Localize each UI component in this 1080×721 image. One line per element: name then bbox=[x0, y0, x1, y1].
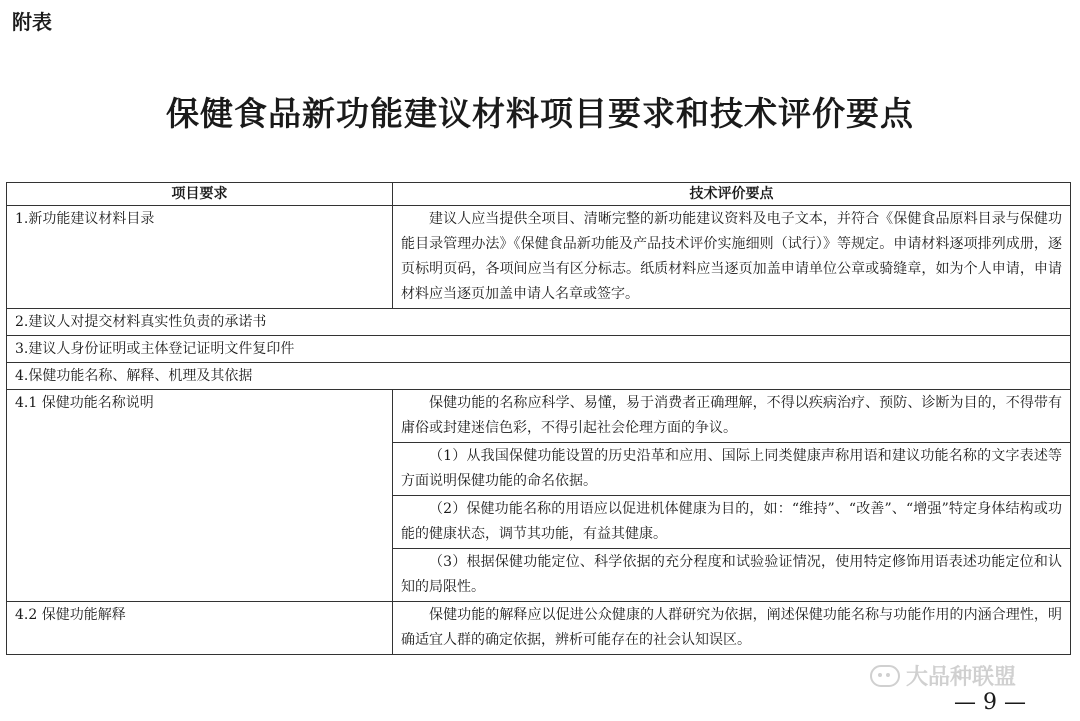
row-point: （1）从我国保健功能设置的历史沿革和应用、国际上同类健康声称用语和建议功能名称的文字表述等方面说明保健功能的命名依据。 bbox=[393, 443, 1071, 496]
row-item: 3.建议人身份证明或主体登记证明文件复印件 bbox=[7, 336, 1071, 363]
table-row bbox=[7, 336, 1071, 363]
page-number: — 9 — bbox=[954, 690, 1026, 715]
table-row bbox=[7, 309, 1071, 336]
requirements-table bbox=[6, 182, 1071, 655]
row-point: 建议人应当提供全项目、清晰完整的新功能建议资料及电子文本，并符合《保健食品原料目录与保健功能目录管理办法》《保健食品新功能及产品技术评价实施细则（试行）》等规定。申请材料逐项排列成册，逐页标明页码，各项间应当有区分标志。纸质材料应当逐页加盖申请单位公章或骑缝章，如为个人申请，申请材料应当逐页加盖申请人名章或签字。 bbox=[393, 206, 1071, 309]
row-item: 4.1 保健功能名称说明 bbox=[7, 390, 393, 602]
column-header-item: 项目要求 bbox=[7, 183, 393, 206]
row-point: 保健功能的名称应科学、易懂，易于消费者正确理解，不得以疾病治疗、预防、诊断为目的，不得带有庸俗或封建迷信色彩，不得引起社会伦理方面的争议。 bbox=[393, 390, 1071, 443]
wechat-icon bbox=[870, 665, 900, 687]
row-item: 4.保健功能名称、解释、机理及其依据 bbox=[7, 363, 1071, 390]
row-point: 保健功能的解释应以促进公众健康的人群研究为依据，阐述保健功能名称与功能作用的内涵合理性，明确适宜人群的确定依据，辨析可能存在的社会认知误区。 bbox=[393, 602, 1071, 655]
page-title: 保健食品新功能建议材料项目要求和技术评价要点 bbox=[166, 94, 914, 133]
table-row bbox=[7, 602, 1071, 655]
row-item: 1.新功能建议材料目录 bbox=[7, 206, 393, 309]
table-row bbox=[7, 390, 1071, 443]
table-header-row bbox=[7, 183, 1071, 206]
row-point: （2）保健功能名称的用语应以促进机体健康为目的，如：“维持”、“改善”、“增强”特定身体结构或功能的健康状态，调节其功能，有益其健康。 bbox=[393, 496, 1071, 549]
row-item: 2.建议人对提交材料真实性负责的承诺书 bbox=[7, 309, 1071, 336]
row-point: （3）根据保健功能定位、科学依据的充分程度和试验验证情况，使用特定修饰用语表述功能定位和认知的局限性。 bbox=[393, 549, 1071, 602]
table-row bbox=[7, 363, 1071, 390]
appendix-label: 附表 bbox=[12, 10, 52, 34]
column-header-points: 技术评价要点 bbox=[393, 183, 1071, 206]
row-item: 4.2 保健功能解释 bbox=[7, 602, 393, 655]
watermark-text: 大品种联盟 bbox=[906, 665, 1017, 690]
table-row bbox=[7, 206, 1071, 309]
watermark bbox=[870, 660, 1016, 691]
